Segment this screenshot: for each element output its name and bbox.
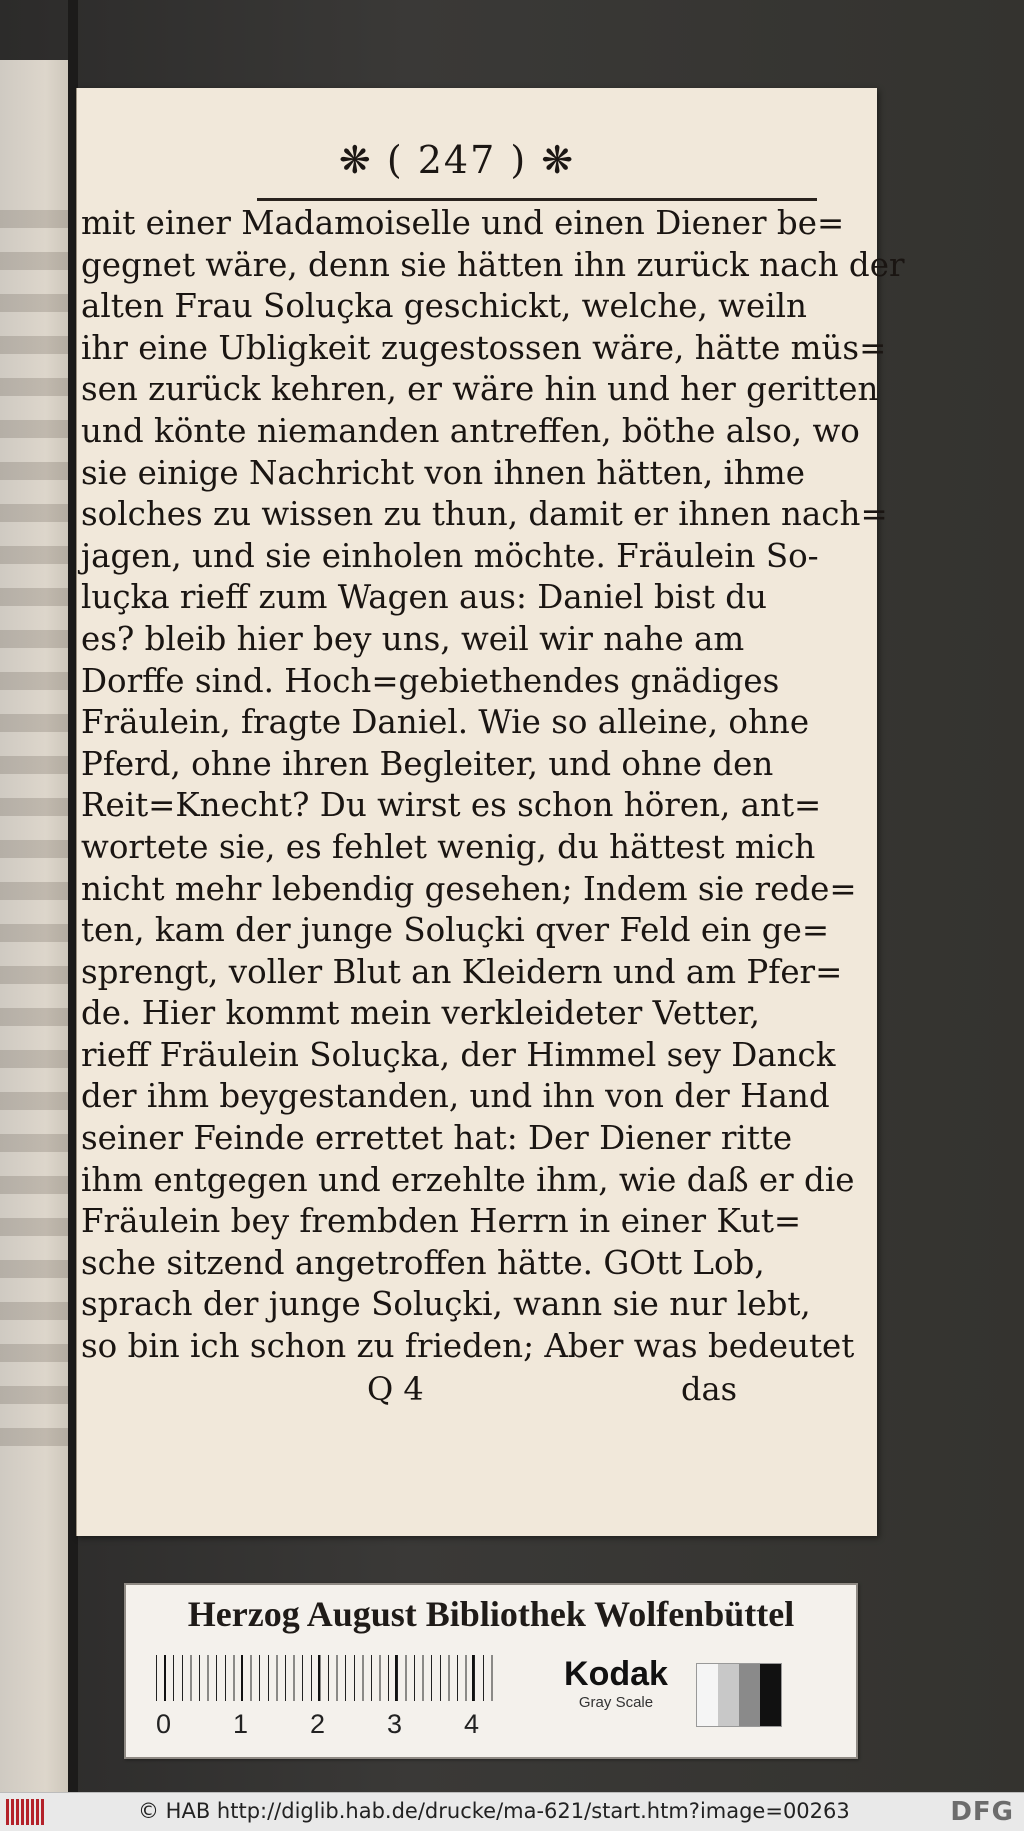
text-line: solches zu wissen zu thun, damit er ihnen nach= [81,495,888,534]
ruler-number: 2 [310,1709,326,1739]
dfg-logo: DFG [950,1797,1014,1827]
gray-swatch [760,1664,781,1726]
text-line: gegnet wäre, denn sie hätten ihn zurück nach der [81,245,905,284]
citation-bar [0,1792,1024,1831]
gray-scale-swatches [696,1663,782,1727]
color-card [124,1583,858,1759]
text-line: Fräulein bey frembden Herrn in einer Kut= [81,1202,802,1241]
text-line: jagen, und sie einholen möchte. Fräulein So- [81,536,819,575]
page-footer [77,1370,737,1416]
text-line: Reit=Knecht? Du wirst es schon hören, ant= [81,786,822,825]
catchword: das [681,1370,737,1408]
text-line: rieff Fräulein Soluçka, der Himmel sey Danck [81,1035,836,1074]
ruler-number: 0 [156,1709,172,1739]
kodak-brand: Kodak [564,1655,668,1693]
text-line: sen zurück kehren, er wäre hin und her geritten [81,370,879,409]
kodak-logo [546,1655,686,1711]
ruler-major-tick [164,1655,166,1701]
kodak-subtitle: Gray Scale [578,1694,654,1711]
ruler-major-tick [241,1655,243,1701]
text-line: ihr eine Ubligkeit zugestossen wäre, hätte müs= [81,328,887,367]
library-name: Herzog August Bibliothek Wolfenbüttel [187,1594,795,1634]
ruler-number: 1 [233,1709,249,1739]
ruler-major-tick [395,1655,397,1701]
ruler-number: 3 [387,1709,403,1739]
text-line: Dorffe sind. Hoch=gebiethendes gnädiges [81,661,780,700]
ruler-number: 4 [464,1709,480,1739]
text-line: sie einige Nachricht von ihnen hätten, ihme [81,453,805,492]
text-line: sprach der junge Soluçki, wann sie nur lebt, [81,1285,811,1324]
ruler-major-tick [318,1655,320,1701]
text-line: seiner Feinde errettet hat: Der Diener ritte [81,1119,793,1158]
gray-swatch [697,1664,718,1726]
text-line: und könte niemanden antreffen, böthe also, wo [81,411,860,450]
text-line: ten, kam der junge Soluçki qver Feld ein ge= [81,911,830,950]
gray-swatch [718,1664,739,1726]
text-line: luçka rieff zum Wagen aus: Daniel bist du [81,578,767,617]
text-line: ihm entgegen und erzehlte ihm, wie daß er die [81,1160,855,1199]
text-line: so bin ich schon zu frieden; Aber was bedeutet [81,1327,855,1366]
text-line: der ihm beygestanden, und ihn von der Hand [81,1077,830,1116]
book-page [76,88,905,1536]
text-line: Pferd, ohne ihren Begleiter, und ohne den [81,744,774,783]
citation-link[interactable]: © HAB http://diglib.hab.de/drucke/ma-621/start.htm?image=00263 [138,1799,850,1823]
page-number: ❋ ( 247 ) ❋ [338,138,576,182]
header-rule [257,198,817,201]
ruler-ticks [156,1655,496,1701]
body-text [77,203,905,1368]
text-line: mit einer Madamoiselle und einen Diener be= [81,204,845,242]
hab-logo-icon [6,1799,44,1825]
scale-ruler [156,1655,496,1750]
text-line: wortete sie, es fehlet wenig, du hättest mich [81,827,816,866]
page-header [257,138,817,198]
text-line: alten Frau Soluçka geschickt, welche, weiln [81,287,807,326]
gray-swatch [739,1664,760,1726]
text-line: nicht mehr lebendig gesehen; Indem sie rede= [81,869,857,908]
text-line: sche sitzend angetroffen hätte. GOtt Lob, [81,1243,765,1282]
signature-mark: Q 4 [367,1370,424,1408]
text-line: es? bleib hier bey uns, weil wir nahe am [81,619,745,658]
ruler-major-tick [472,1655,474,1701]
text-line: de. Hier kommt mein verkleideter Vetter, [81,994,760,1033]
text-line: Fräulein, fragte Daniel. Wie so alleine, ohne [81,703,810,742]
previous-page-edge [0,60,76,1800]
text-line: sprengt, voller Blut an Kleidern und am Pfer= [81,952,843,991]
